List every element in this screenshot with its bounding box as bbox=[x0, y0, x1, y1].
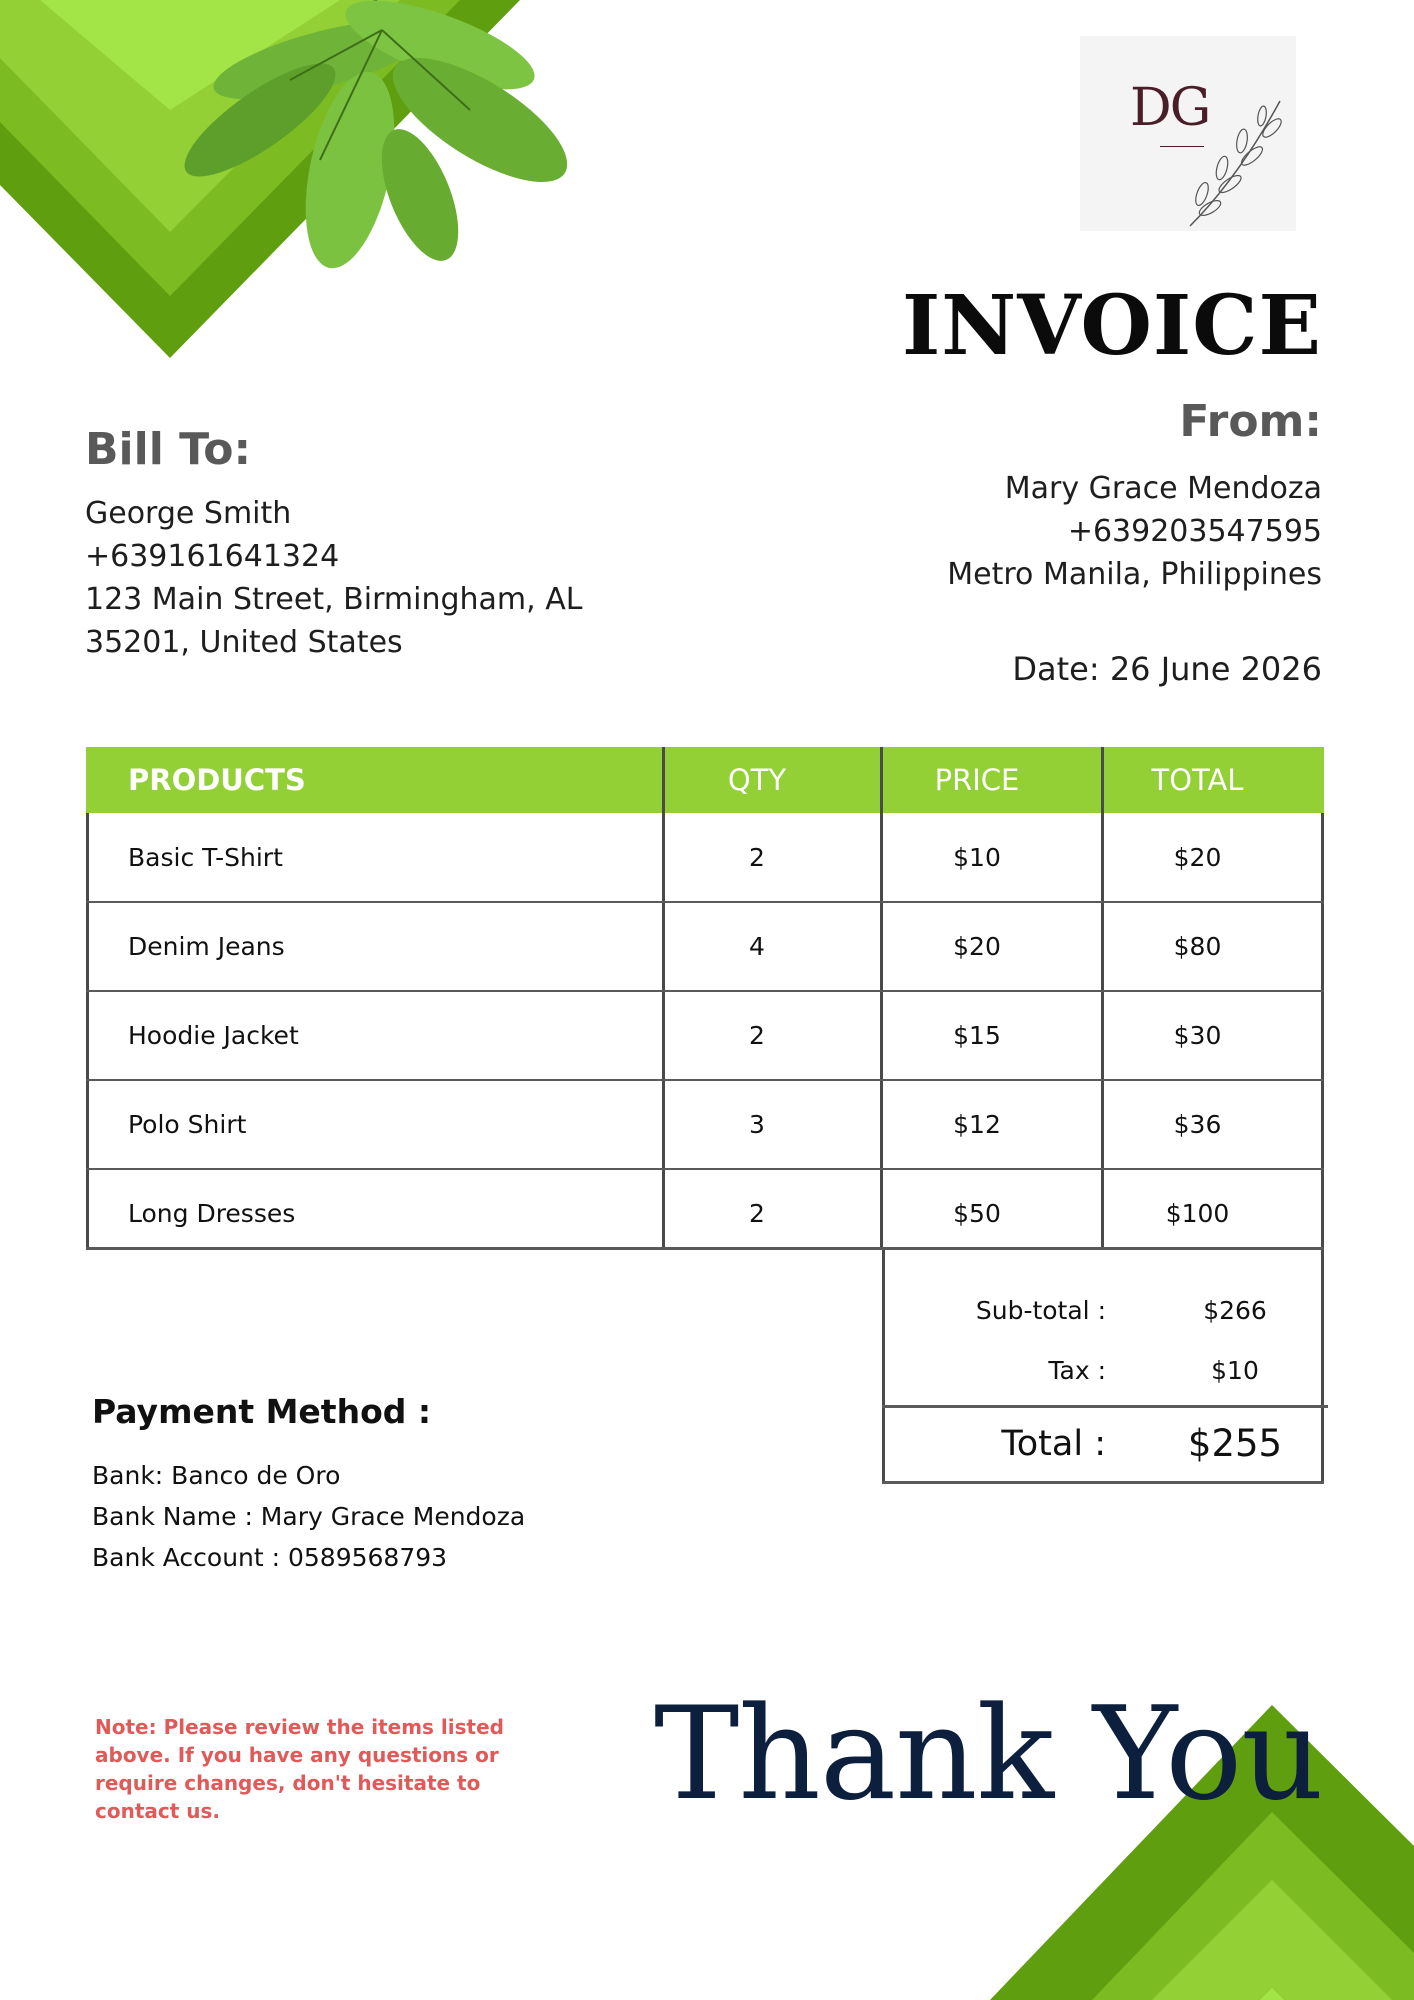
table-divider-total bbox=[1101, 747, 1104, 1250]
table-row-line bbox=[86, 901, 1324, 903]
bill-to-heading: Bill To: bbox=[85, 424, 252, 475]
payment-bank-name: Bank Name : Mary Grace Mendoza bbox=[92, 1502, 526, 1531]
table-row-line bbox=[86, 1168, 1324, 1170]
row-qty: 3 bbox=[749, 1110, 765, 1139]
row-qty: 4 bbox=[749, 932, 765, 961]
bill-to-address-line-2: 35201, United States bbox=[85, 625, 403, 660]
table-header-row bbox=[86, 747, 1324, 813]
total-label: Total : bbox=[1001, 1424, 1106, 1464]
from-heading: From: bbox=[1179, 396, 1322, 447]
table-row bbox=[86, 1169, 1324, 1258]
invoice-date: Date: 26 June 2026 bbox=[1012, 650, 1322, 688]
bill-to-phone: +639161641324 bbox=[85, 539, 340, 574]
totals-border-right bbox=[1321, 1250, 1324, 1484]
row-qty: 2 bbox=[749, 843, 765, 872]
note-text: Note: Please review the items listed above. If you have any questions or require changes, don't hesitate to contact us. bbox=[95, 1715, 504, 1823]
row-price: $10 bbox=[953, 843, 1001, 872]
tax-label: Tax : bbox=[1048, 1356, 1106, 1385]
row-total: $80 bbox=[1173, 932, 1222, 961]
row-total: $20 bbox=[1173, 843, 1222, 872]
table-row-line bbox=[86, 990, 1324, 992]
subtotal-value: $266 bbox=[1203, 1296, 1267, 1325]
from-phone: +639203547595 bbox=[1067, 514, 1322, 549]
table-row-line bbox=[86, 1079, 1324, 1081]
totals-border-bottom bbox=[882, 1481, 1324, 1484]
table-row bbox=[86, 991, 1324, 1080]
row-price: $15 bbox=[953, 1021, 1001, 1050]
row-product: Denim Jeans bbox=[128, 932, 285, 961]
row-total: $100 bbox=[1165, 1199, 1230, 1228]
row-product: Hoodie Jacket bbox=[128, 1021, 299, 1050]
payment-bank: Bank: Banco de Oro bbox=[92, 1461, 341, 1490]
totals-border-left bbox=[882, 1250, 885, 1484]
table-border-right bbox=[1321, 813, 1324, 1250]
bill-to-address-line-1: 123 Main Street, Birmingham, AL bbox=[85, 582, 583, 617]
header-total: TOTAL bbox=[1151, 763, 1244, 797]
leaf-sprig-icon bbox=[1180, 96, 1295, 231]
thank-you-text: Thank You bbox=[654, 1680, 1323, 1829]
row-qty: 2 bbox=[749, 1199, 765, 1228]
from-details bbox=[947, 467, 1322, 596]
tax-value: $10 bbox=[1211, 1356, 1259, 1385]
subtotal-label: Sub-total : bbox=[975, 1296, 1106, 1325]
totals-divider bbox=[882, 1405, 1328, 1408]
header-qty: QTY bbox=[727, 763, 787, 797]
row-product: Polo Shirt bbox=[128, 1110, 247, 1139]
totals-box bbox=[882, 1250, 1324, 1484]
row-qty: 2 bbox=[749, 1021, 765, 1050]
row-total: $30 bbox=[1173, 1021, 1222, 1050]
company-logo bbox=[1080, 36, 1296, 231]
table-divider-qty bbox=[662, 747, 665, 1250]
row-price: $20 bbox=[953, 932, 1001, 961]
table-row bbox=[86, 813, 1324, 902]
from-name: Mary Grace Mendoza bbox=[1004, 471, 1322, 506]
table-border-left bbox=[86, 813, 89, 1250]
products-table bbox=[86, 747, 1324, 1250]
row-product: Basic T-Shirt bbox=[128, 843, 283, 872]
row-price: $12 bbox=[953, 1110, 1001, 1139]
payment-details bbox=[92, 1455, 525, 1578]
total-value: $255 bbox=[1187, 1422, 1283, 1465]
table-divider-price bbox=[880, 747, 883, 1250]
row-total: $36 bbox=[1173, 1110, 1222, 1139]
payment-method-heading: Payment Method : bbox=[92, 1392, 432, 1431]
bill-to-name: George Smith bbox=[85, 496, 292, 531]
row-price: $50 bbox=[953, 1199, 1001, 1228]
logo-monogram: DG bbox=[1130, 78, 1210, 138]
bill-to-details bbox=[85, 492, 582, 664]
header-products: PRODUCTS bbox=[128, 763, 306, 797]
from-address: Metro Manila, Philippines bbox=[947, 557, 1322, 592]
invoice-title: INVOICE bbox=[901, 278, 1322, 374]
table-row bbox=[86, 902, 1324, 991]
table-row bbox=[86, 1080, 1324, 1169]
row-product: Long Dresses bbox=[128, 1199, 296, 1228]
header-price: PRICE bbox=[934, 763, 1020, 797]
payment-bank-account: Bank Account : 0589568793 bbox=[92, 1543, 448, 1572]
